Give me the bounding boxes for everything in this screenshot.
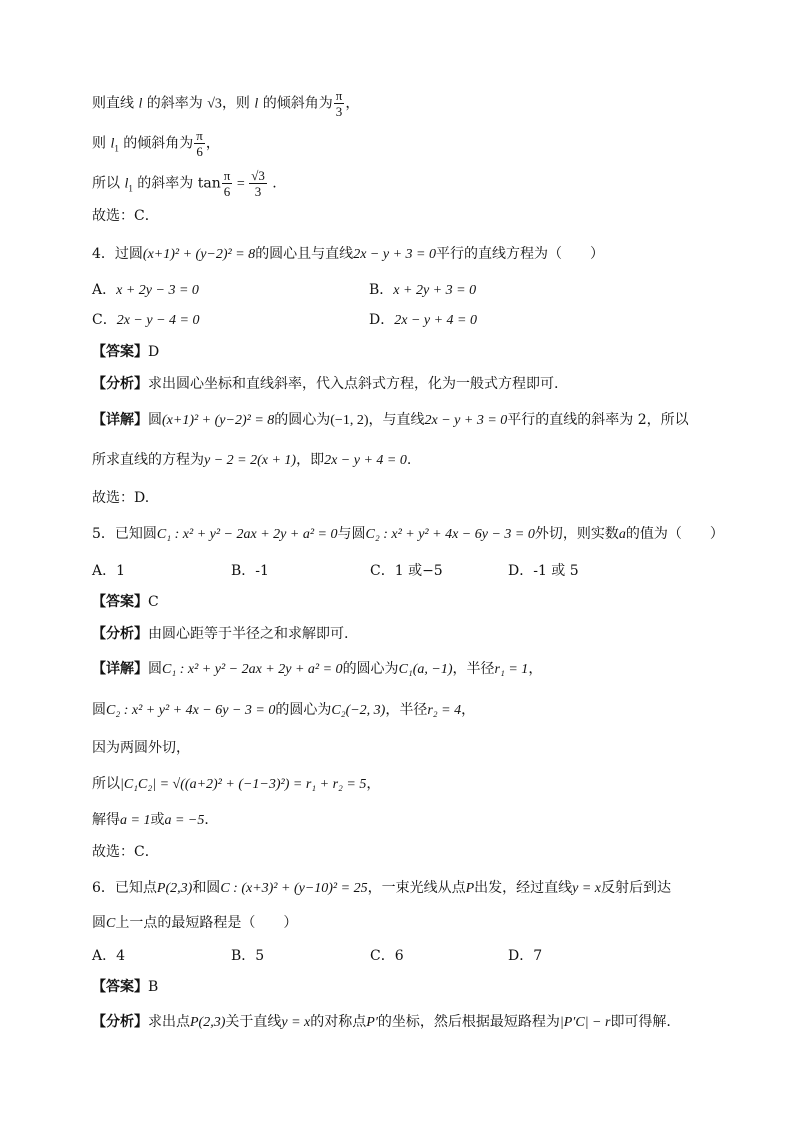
answer-line — [92, 592, 159, 612]
choose-line: 故选：D. — [92, 490, 150, 506]
option-label: A． — [92, 282, 117, 298]
math-expression: y − 2 = 2(x + 1) — [204, 453, 297, 468]
text: 即可得解. — [610, 1014, 671, 1030]
math-expression: C₂ : x² + y² + 4x − 6y − 3 = 0 — [106, 703, 276, 718]
text: 所以 — [92, 776, 120, 792]
text: 平行的直线方程为（ ） — [435, 246, 604, 262]
math-symbol: C — [106, 916, 116, 931]
math-expression: a = 1 — [120, 813, 151, 828]
equals-sign: = — [233, 176, 249, 192]
math-expression: C : (x+3)² + (y−10)² = 25 — [220, 881, 368, 896]
analysis-line — [92, 624, 348, 644]
option-a: A．1 — [92, 563, 126, 579]
answer-tag: 【答案】 — [92, 344, 148, 360]
numerator: √3 — [251, 168, 265, 183]
text: 的斜率为 tan — [132, 175, 221, 192]
math-expression: C₂ : x² + y² + 4x − 6y − 3 = 0 — [365, 527, 535, 542]
detail-line — [92, 774, 380, 795]
text: 的倾斜角为 — [118, 135, 194, 152]
text: ，与直线 — [368, 412, 425, 428]
option-c: C．1 或−5 — [370, 563, 443, 579]
answer-tag: 【答案】 — [92, 594, 148, 610]
option-label: D． — [369, 312, 395, 328]
text: 的坐标，然后根据最短路程为 — [377, 1014, 560, 1030]
analysis-tag: 【分析】 — [92, 1014, 148, 1030]
text: 解得 — [92, 812, 120, 828]
option-d: D．7 — [508, 948, 543, 964]
detail-tag: 【详解】 — [92, 661, 148, 677]
text: ， — [205, 135, 220, 152]
option-d — [369, 310, 477, 331]
text: ，即 — [296, 452, 325, 468]
math-symbol: l — [138, 96, 143, 112]
denominator: 3 — [254, 184, 262, 199]
question-6-stem — [92, 878, 671, 899]
math-expression: C₁ : x² + y² − 2ax + 2y + a² = 0 — [156, 527, 338, 542]
option-a — [92, 280, 199, 301]
text: 的对称点 — [310, 1014, 367, 1030]
text: 求出点 — [148, 1014, 190, 1030]
text: ，半径 — [452, 661, 495, 677]
analysis-line — [92, 374, 558, 394]
analysis-tag: 【分析】 — [92, 626, 148, 642]
math-expression: x + 2y − 3 = 0 — [116, 283, 199, 298]
fraction — [249, 168, 267, 199]
math-expression: √3 — [207, 96, 222, 112]
denominator: 3 — [335, 104, 343, 119]
text: ， — [528, 661, 543, 677]
math-expression: 2x − y + 4 = 0 — [394, 313, 478, 328]
option-c — [92, 310, 200, 331]
text: ， — [345, 95, 360, 112]
question-6-stem-cont — [92, 913, 297, 934]
subscript: 1 — [114, 143, 119, 154]
text-line: 因为两圆外切， — [92, 740, 190, 756]
choose-line: 故选：C． — [92, 208, 159, 224]
text: 圆 — [92, 915, 106, 931]
math-expression: 2x − y − 4 = 0 — [116, 313, 200, 328]
math-expression: (x+1)² + (y−2)² = 8 — [162, 413, 275, 428]
math-expression: P(2,3) — [190, 1015, 226, 1030]
fraction — [194, 128, 205, 159]
text: 外切，则实数 — [534, 526, 619, 542]
math-expression: y = x — [572, 881, 602, 896]
denominator: 6 — [196, 144, 203, 159]
choose-line: 故选：C． — [92, 844, 159, 860]
answer-tag: 【答案】 — [92, 979, 148, 995]
text: 出发，经过直线 — [474, 880, 573, 896]
numerator: π — [335, 88, 343, 103]
fraction — [334, 88, 345, 119]
text: 圆 — [148, 661, 162, 677]
text: 平行的直线的斜率为 2，所以 — [507, 412, 689, 428]
text: 的圆心且与直线 — [255, 246, 354, 262]
answer-value: B — [148, 979, 159, 995]
text: 的圆心为 — [274, 412, 331, 428]
math-expression: |C₁C₂| = √((a+2)² + (−1−3)²) = r₁ + r₂ = 5 — [120, 777, 367, 792]
numerator: π — [196, 128, 203, 143]
text: 与圆 — [337, 526, 366, 542]
text: 关于直线 — [225, 1014, 282, 1030]
math-symbol: a — [618, 527, 626, 542]
text: 5．已知圆 — [92, 526, 157, 542]
math-expression: |P′C| − r — [559, 1015, 611, 1030]
text: ， — [366, 776, 381, 792]
detail-line — [92, 410, 689, 431]
text: 的倾斜角为 — [258, 95, 333, 112]
math-expression: a = −5 — [164, 813, 205, 828]
text: 所求直线的方程为 — [92, 452, 204, 468]
math-expression: P(2,3) — [156, 881, 193, 896]
detail-line — [92, 659, 542, 680]
option-b: B．5 — [231, 948, 265, 964]
text: 上一点的最短路程是（ ） — [115, 915, 298, 931]
text: ， — [461, 702, 476, 718]
math-symbol: P′ — [366, 1015, 378, 1030]
numerator: π — [223, 168, 231, 183]
text: . — [267, 175, 277, 192]
detail-line — [92, 810, 218, 831]
math-expression: 2x − y + 4 = 0 — [324, 453, 407, 468]
text: ，半径 — [385, 702, 428, 718]
option-label: C． — [92, 312, 117, 328]
text: 反射后到达 — [601, 880, 672, 896]
analysis-text: 由圆心距等于半径之和求解即可. — [148, 626, 349, 642]
option-d: D．-1 或 5 — [508, 563, 579, 579]
text: ，一束光线从点 — [367, 880, 466, 896]
answer-value: C — [148, 594, 159, 610]
subscript: 1 — [128, 183, 133, 194]
math-expression: 2x − y + 3 = 0 — [424, 413, 508, 428]
math-expression: C₂(−2, 3) — [331, 703, 386, 718]
fraction — [222, 168, 233, 199]
question-4-stem — [92, 244, 604, 265]
math-symbol: l — [254, 96, 259, 112]
text: 和圆 — [192, 880, 221, 896]
text-line — [92, 168, 277, 199]
option-c: C．6 — [370, 948, 404, 964]
analysis-line — [92, 1012, 671, 1033]
question-5-stem — [92, 524, 724, 545]
text: 的圆心为 — [275, 702, 332, 718]
text: ，则 — [221, 95, 255, 112]
math-symbol: l — [110, 136, 115, 152]
analysis-tag: 【分析】 — [92, 376, 148, 392]
text: 6．已知点 — [92, 880, 157, 896]
answer-value: D — [148, 344, 160, 360]
option-b — [369, 280, 476, 301]
text-line — [92, 88, 359, 119]
option-b: B．-1 — [231, 563, 269, 579]
math-expression: r₂ = 4 — [427, 703, 462, 718]
math-symbol: l — [124, 176, 129, 192]
math-expression: (x+1)² + (y−2)² = 8 — [142, 247, 256, 262]
math-expression: C₁(a, −1) — [398, 662, 453, 677]
text: 则直线 — [92, 95, 139, 112]
text: 圆 — [92, 702, 106, 718]
math-expression: y = x — [281, 1015, 311, 1030]
text: 的斜率为 — [142, 95, 208, 112]
option-label: B． — [369, 282, 394, 298]
text: 则 — [92, 135, 111, 152]
answer-line — [92, 977, 158, 997]
math-expression: r₁ = 1 — [494, 662, 529, 677]
text: 圆 — [148, 412, 162, 428]
math-expression: C₁ : x² + y² − 2ax + 2y + a² = 0 — [162, 662, 343, 677]
detail-line — [92, 700, 475, 721]
text: 的圆心为 — [342, 661, 399, 677]
math-expression: (−1, 2) — [330, 413, 369, 428]
option-a: A．4 — [92, 948, 126, 964]
answer-line — [92, 342, 159, 362]
detail-line — [92, 450, 411, 471]
math-symbol: P — [465, 881, 475, 896]
detail-tag: 【详解】 — [92, 412, 148, 428]
text: 4．过圆 — [92, 246, 143, 262]
denominator: 6 — [223, 184, 231, 199]
text: . — [406, 452, 412, 468]
text: ． — [204, 812, 219, 828]
text: 的值为（ ） — [625, 526, 724, 542]
text: 所以 — [92, 175, 125, 192]
analysis-text: 求出圆心坐标和直线斜率，代入点斜式方程，化为一般式方程即可. — [148, 376, 559, 392]
text-line — [92, 128, 220, 159]
math-expression: x + 2y + 3 = 0 — [393, 283, 477, 298]
math-expression: 2x − y + 3 = 0 — [353, 247, 436, 262]
text: 或 — [150, 812, 165, 828]
